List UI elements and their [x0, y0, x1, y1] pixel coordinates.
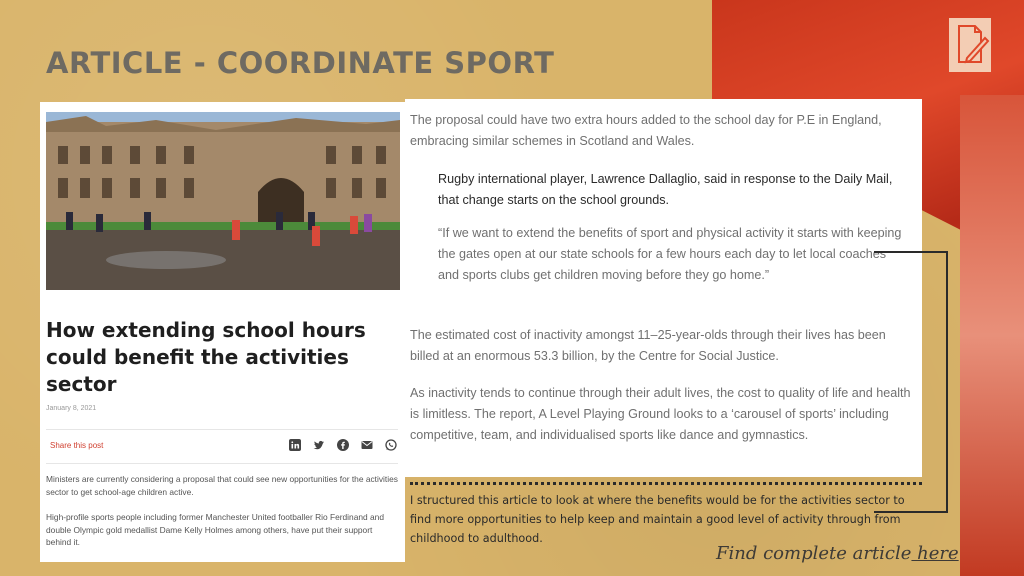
find-article — [716, 543, 959, 564]
slide-title: ARTICLE - COORDINATE SPORT — [46, 46, 555, 80]
article-intro-paragraph: Ministers are currently considering a proposal that could see new opportunities for the activities sector to get school-age children active. — [46, 474, 398, 497]
red-paint-strip — [960, 95, 1024, 576]
facebook-icon[interactable] — [337, 438, 349, 450]
excerpt-paragraph: As inactivity tends to continue through their adult lives, the cost to quality of life and health is limitless. The report, A Level Playing Ground looks to a ‘carousel of sports’ including competitive, team, and individualised sports like dance and gymnastics. — [410, 386, 911, 442]
connector-bracket — [874, 251, 948, 513]
excerpt-quote: “If we want to extend the benefits of sport and physical activity it starts with keeping the gates open at our state schools for a few hours each day to let local coaches and sports clubs get children moving before they go home.” — [438, 226, 902, 282]
linkedin-icon[interactable] — [289, 438, 301, 450]
twitter-icon[interactable] — [313, 438, 325, 450]
article-card — [40, 102, 405, 562]
share-post-link[interactable]: Share this post — [50, 441, 104, 450]
article-hero-image — [46, 112, 400, 290]
document-pencil-icon — [949, 18, 991, 72]
excerpt-paragraph: The estimated cost of inactivity amongst 11–25-year-olds through their lives has been billed at an enormous 53.3 billion, by the Centre for Social Justice. — [410, 328, 886, 363]
whatsapp-icon[interactable] — [385, 438, 397, 450]
article-intro-paragraph: High-profile sports people including former Manchester United footballer Rio Ferdinand and double Olympic gold medallist Dame Kelly Holmes among others, have put their support behind it. — [46, 512, 384, 547]
divider — [46, 429, 398, 430]
find-article-label: Find complete article — [716, 543, 912, 564]
author-note: I structured this article to look at where the benefits would be for the activities sector to find more opportunities to help keep and maintain a good level of activity through from childhood to adulthood. — [410, 494, 905, 545]
article-title: How extending school hours could benefit the activities sector — [46, 318, 366, 396]
excerpt-paragraph: The proposal could have two extra hours added to the school day for P.E in England, embracing similar schemes in Scotland and Wales. — [410, 113, 882, 148]
share-icons — [289, 438, 397, 450]
article-date: January 8, 2021 — [46, 405, 97, 412]
email-icon[interactable] — [361, 438, 373, 450]
dotted-divider — [410, 482, 922, 485]
find-article-link[interactable]: here — [911, 543, 959, 564]
excerpt-paragraph: Rugby international player, Lawrence Dallaglio, said in response to the Daily Mail, that change starts on the school grounds. — [438, 172, 893, 207]
article-excerpt-card — [405, 99, 922, 477]
divider — [46, 463, 398, 464]
